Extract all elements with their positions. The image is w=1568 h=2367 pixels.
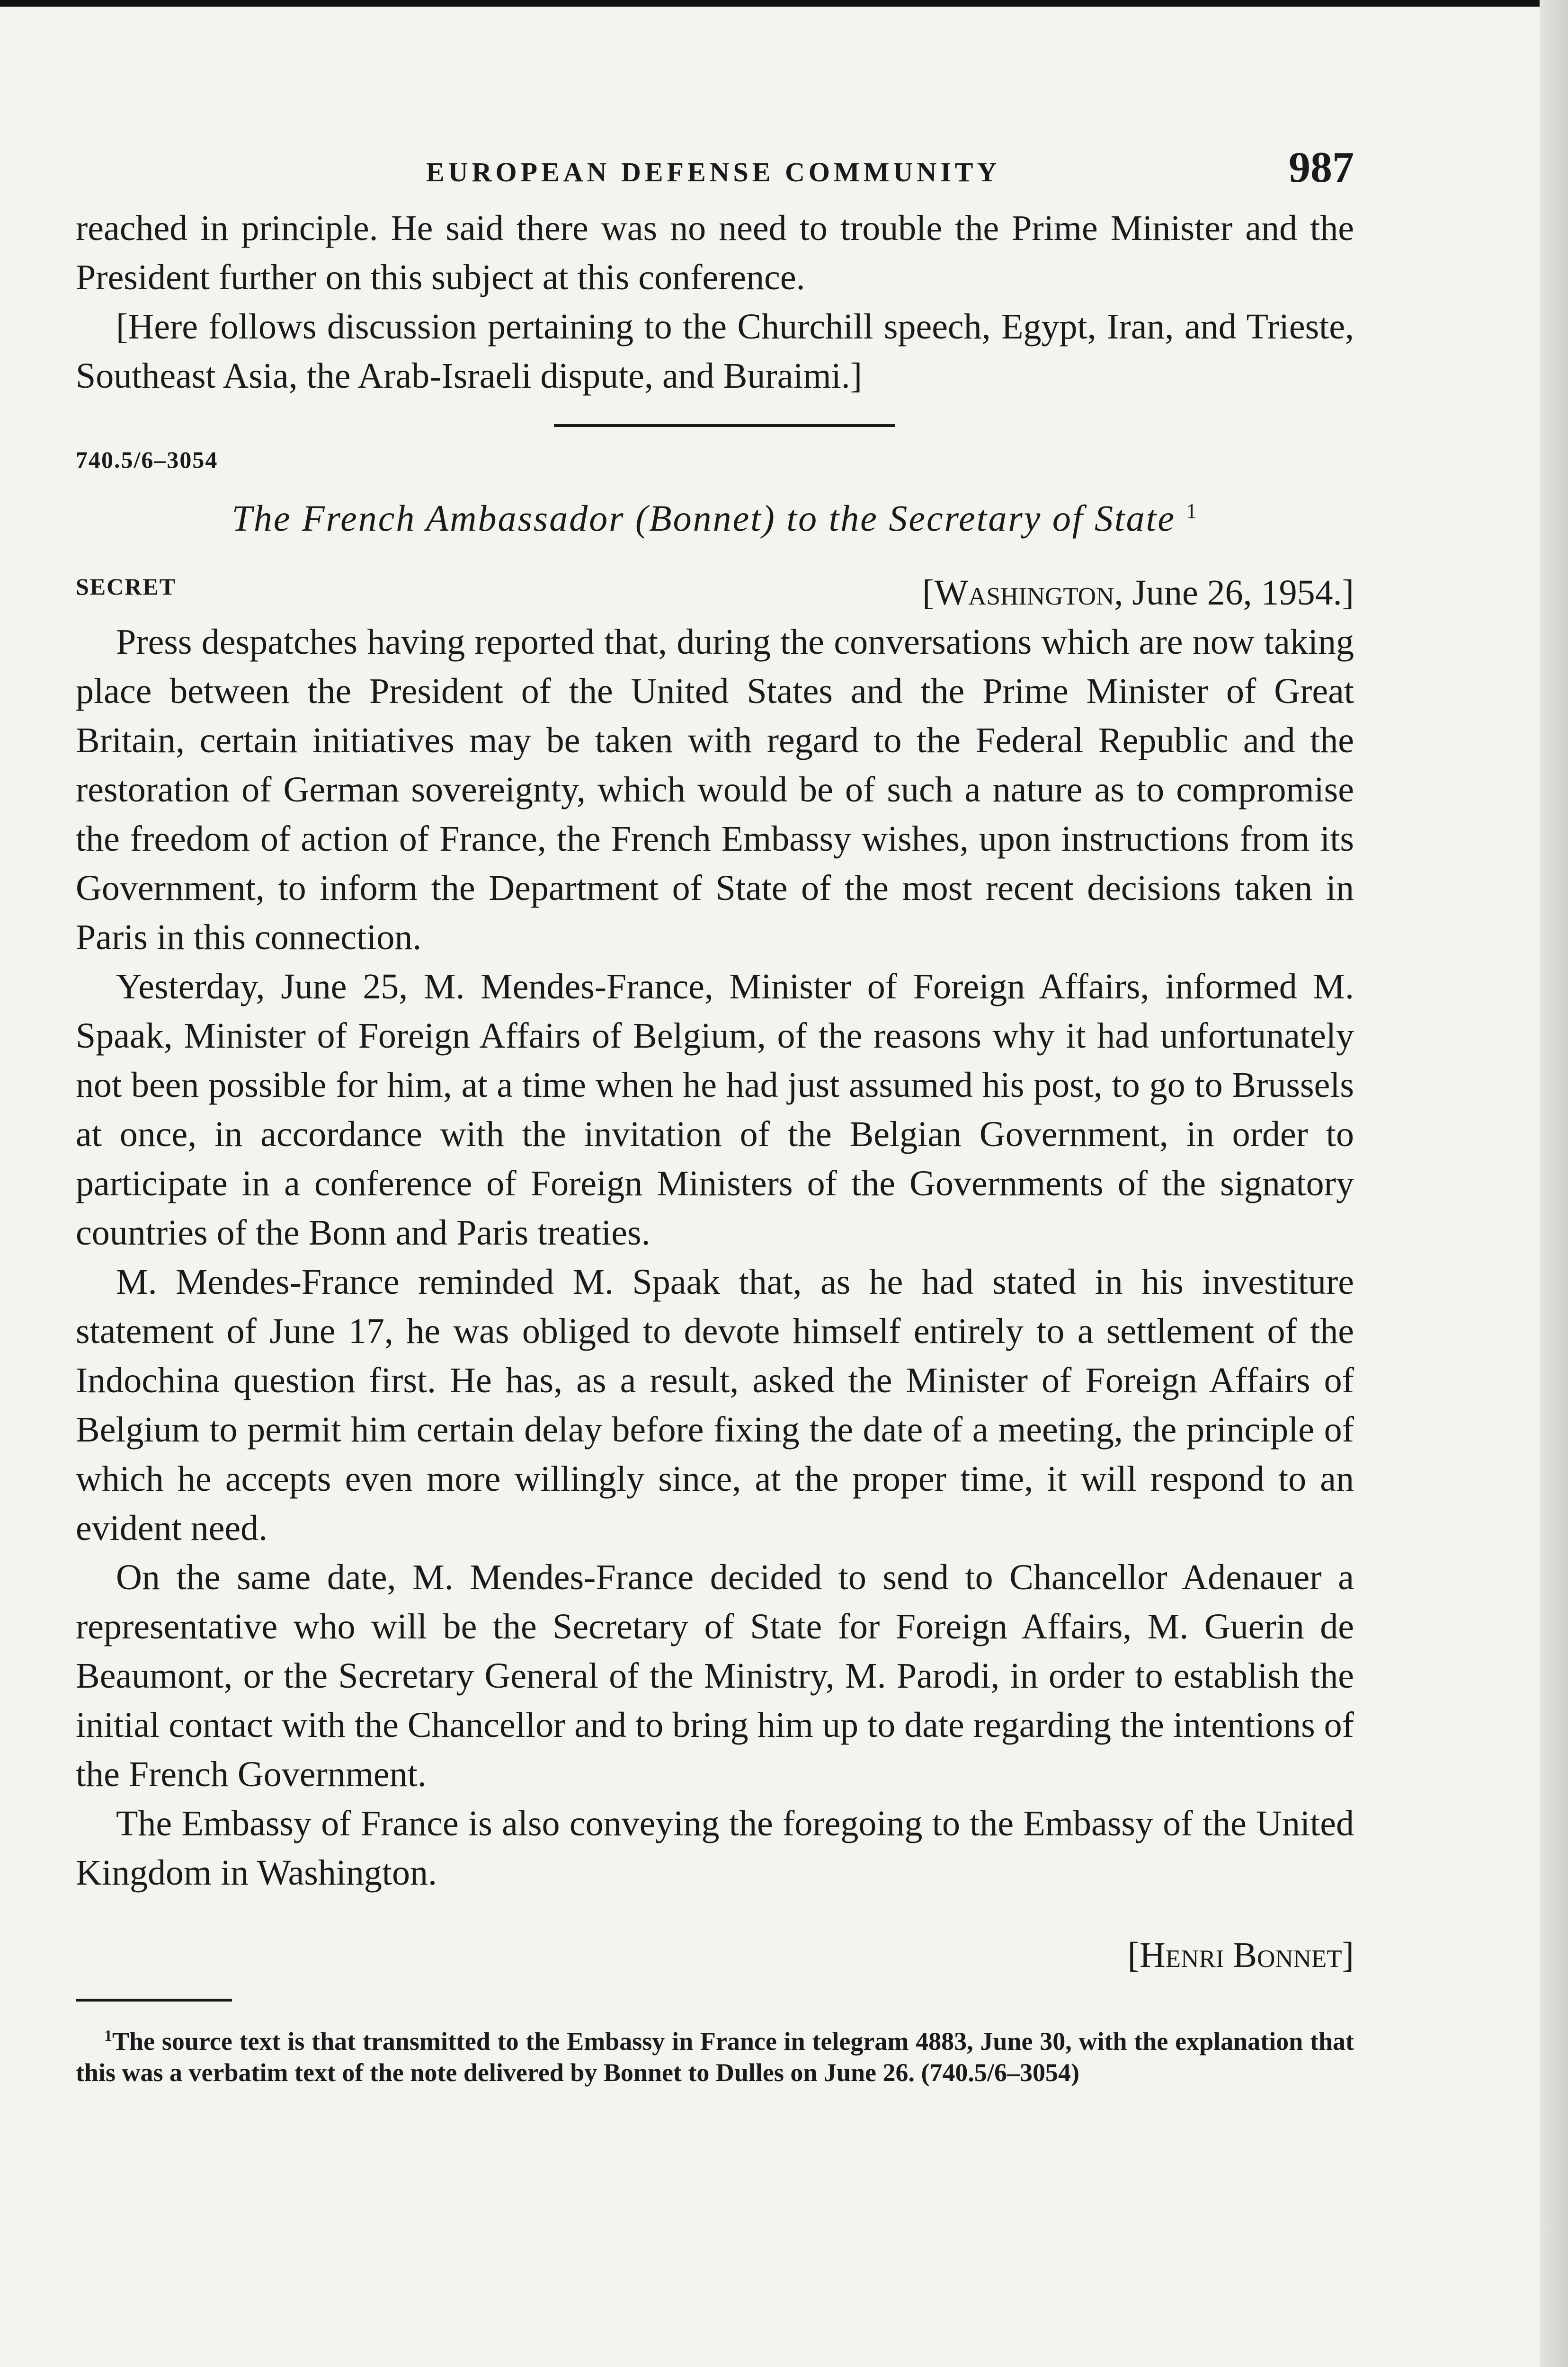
running-head [76,142,1354,204]
document-heading [76,497,1354,540]
file-number: 740.5/6–3054 [76,446,218,473]
body-paragraph: On the same date, M. Mendes-France decided to send to Chancellor Adenauer a representative who will be the Secretary of State for Foreign Affairs, M. Guerin de Beaumont, or the Secretary General of the Ministry, M. Parodi, in order to establish the initial contact with the Chancellor and to bring him up to date regarding the intentions of the French Government. [76,1557,1354,1794]
dateline-date: , June 26, 1954.] [1114,573,1354,613]
section-divider [554,424,895,427]
footnote-number: 1 [104,2027,112,2045]
body-paragraph: M. Mendes-France reminded M. Spaak that, as he had stated in his investiture statement of June 17, he was obliged to devote himself entirely to a settlement of the Indochina question first. He has, as a result, asked the Minister of Foreign Affairs of Belgium to permit him certain delay before fixing the date of a meeting, the principle of which he accepts even more willingly since, at the proper time, it will respond to an evident need. [76,1262,1354,1548]
dateline-row [76,568,1354,617]
body-paragraph: Yesterday, June 25, M. Mendes-France, Minister of Foreign Affairs, informed M. Spaak, Minister of Foreign Affairs of Belgium, of the reasons why it had unfortunately not been possible for him, at a time when he had just assumed his post, to go to Brussels at once, in accordance with the invitation of the Belgian Government, in order to participate in a conference of Foreign Ministers of the Governments of the signatory countries of the Bonn and Paris treaties. [76,967,1354,1253]
continuation-paragraph: reached in principle. He said there was no need to trouble the Prime Minister and the President further on this subject at this conference. [76,208,1354,297]
dateline [922,568,1354,617]
footnote-reference-mark: 1 [1186,499,1198,523]
page-edge-shadow [1540,0,1568,2367]
editorial-note-paragraph: [Here follows discussion pertaining to the Churchill speech, Egypt, Iran, and Trieste, Southeast Asia, the Arab-Israeli dispute, and Buraimi.] [76,307,1354,396]
footnote-text: The source text is that transmitted to the Embassy in France in telegram 4883, June 30, with the explanation that this was a verbatim text of the note delivered by Bonnet to Dulles on June 26. (740.5/6–3054) [76,2027,1354,2087]
footnote [76,2020,1354,2088]
document-heading-text: The French Ambassador (Bonnet) to the Secretary of State [232,498,1176,539]
page-number: 987 [1289,143,1354,191]
footnote-divider [76,1999,232,2002]
body-paragraph: The Embassy of France is also conveying the foregoing to the Embassy of the United Kingdom in Washington. [76,1804,1354,1893]
body-paragraph: Press despatches having reported that, during the conversations which are now taking place between the President of the United States and the Prime Minister of Great Britain, certain initiatives may be taken with regard to the Federal Republic and the restoration of German sovereignty, which would be of such a nature as to compromise the freedom of action of France, the French Embassy wishes, upon instructions from its Government, to inform the Department of State of the most recent decisions taken in Paris in this connection. [76,622,1354,957]
document-page [76,142,1354,2088]
dateline-place: Washington [934,573,1114,613]
top-edge-rule [0,0,1568,7]
signature: [Henri Bonnet] [1127,1935,1354,1975]
dateline-open-bracket: [ [922,573,935,613]
running-title: EUROPEAN DEFENSE COMMUNITY [426,157,1001,187]
classification-label: SECRET [76,573,177,600]
